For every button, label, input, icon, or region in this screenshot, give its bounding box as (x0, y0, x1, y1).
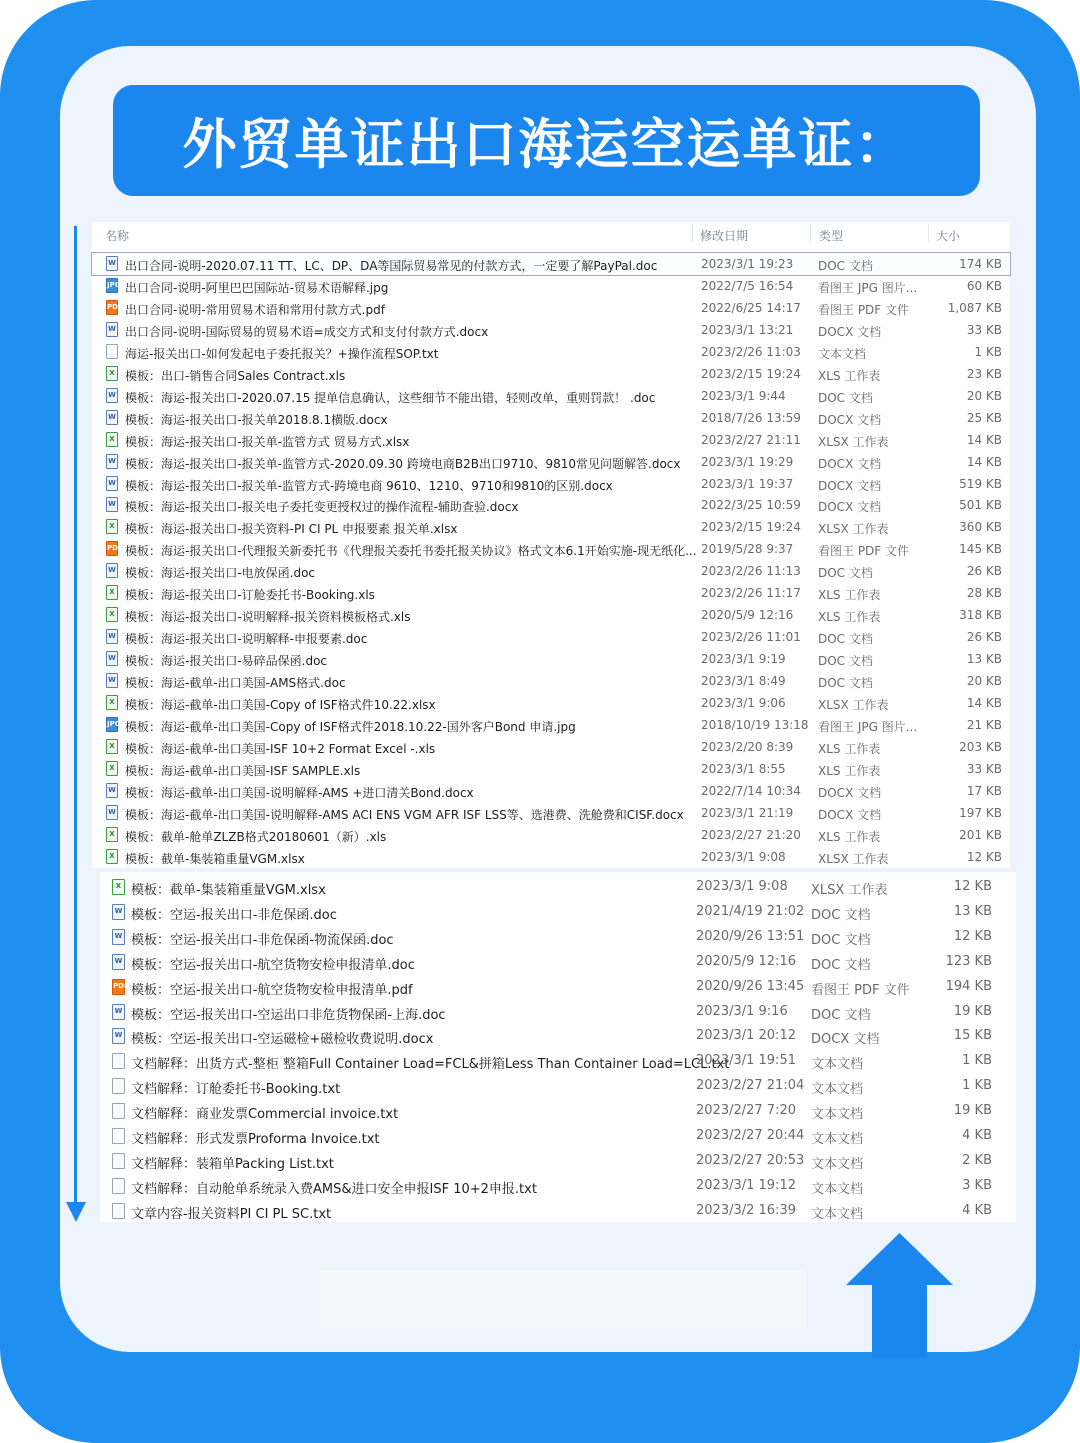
file-name: 出口合同-说明-常用贸易术语和常用付款方式.pdf (125, 302, 385, 317)
file-type: DOC 文档 (811, 932, 871, 948)
up-arrow-icon (846, 1233, 953, 1358)
file-size: 19 KB (953, 1003, 992, 1019)
file-name: 出口合同-说明-国际贸易的贸易术语=成交方式和支付付款方式.docx (125, 324, 489, 339)
page-title: 外贸单证出口海运空运单证： (182, 113, 911, 176)
file-name: 文档解释：出货方式-整柜 整箱Full Container Load=FCL&拼箱Less Than Container Load=LCL.txt (131, 1057, 730, 1073)
file-row[interactable] (92, 846, 1010, 868)
file-size: 15 KB (953, 1028, 992, 1044)
file-type: DOC 文档 (818, 654, 873, 669)
file-date: 2023/3/1 19:23 (701, 257, 794, 271)
xls-file-icon: X (106, 607, 118, 622)
file-date: 2023/2/26 11:17 (701, 586, 801, 601)
file-type: DOCX 文档 (818, 478, 882, 493)
column-header (92, 222, 1010, 244)
file-row[interactable] (92, 626, 1010, 648)
file-size: 1 KB (962, 1053, 992, 1069)
file-name: 模板：空运-报关出口-空运磁检+磁检收费说明.docx (131, 1032, 434, 1048)
file-row[interactable] (92, 429, 1010, 451)
file-date: 2022/7/5 16:54 (701, 278, 794, 293)
file-type: DOC 文档 (811, 957, 871, 973)
doc-file-icon: W (106, 805, 118, 820)
file-name: 模板：海运-报关出口-报关电子委托变更授权过的操作流程-辅助查验.docx (125, 500, 519, 515)
file-size: 33 KB (966, 322, 1002, 337)
file-row[interactable] (92, 473, 1010, 495)
file-size: 1,087 KB (947, 300, 1002, 315)
file-size: 123 KB (945, 953, 992, 969)
file-date: 2023/3/1 9:06 (701, 696, 786, 710)
file-type: DOCX 文档 (818, 324, 882, 339)
file-row[interactable] (92, 758, 1010, 780)
file-type: XLS 工作表 (818, 588, 881, 603)
file-date: 2023/2/26 11:13 (701, 564, 801, 579)
file-type: XLS 工作表 (818, 763, 881, 778)
file-row[interactable] (100, 925, 1016, 950)
file-name: 模板：海运-截单-出口美国-ISF SAMPLE.xls (125, 763, 361, 778)
file-size: 20 KB (966, 388, 1002, 403)
pdf-file-icon: PDF (106, 300, 118, 315)
file-type: XLSX 工作表 (818, 434, 889, 449)
file-date: 2023/2/27 20:53 (696, 1152, 805, 1168)
jpg-file-icon: JPG (106, 717, 118, 732)
file-name: 模板：海运-报关出口-报关资料-PI CI PL 申报要素 报关单.xlsx (125, 522, 458, 537)
column-type[interactable]: 类型 (819, 229, 844, 243)
file-name: 文档解释：装箱单Packing List.txt (131, 1156, 334, 1172)
scroll-arrow-line (74, 226, 77, 1211)
xls-file-icon: X (106, 827, 118, 842)
file-type: DOC 文档 (818, 676, 873, 691)
xls-file-icon: X (106, 739, 118, 754)
file-row[interactable] (92, 736, 1010, 758)
file-date: 2023/2/27 21:04 (696, 1078, 805, 1094)
file-row[interactable] (92, 582, 1010, 604)
file-name: 海运-报关出口-如何发起电子委托报关？+操作流程SOP.txt (125, 346, 439, 361)
file-size: 28 KB (966, 586, 1002, 601)
down-arrow-icon (66, 1202, 86, 1222)
file-row[interactable] (92, 253, 1010, 275)
file-size: 203 KB (959, 739, 1002, 754)
file-name: 模板：海运-报关出口-电放保函.doc (125, 566, 316, 581)
file-name: 模板：空运-报关出口-非危保函-物流保函.doc (131, 932, 394, 948)
file-size: 360 KB (959, 520, 1002, 535)
file-type: DOC 文档 (811, 1007, 871, 1023)
file-date: 2023/3/1 13:21 (701, 322, 794, 337)
file-size: 26 KB (966, 564, 1002, 579)
doc-file-icon: W (106, 497, 118, 512)
file-date: 2023/3/1 19:37 (701, 476, 794, 491)
file-row[interactable] (92, 538, 1010, 560)
txt-file-icon (112, 1178, 125, 1194)
column-size[interactable]: 大小 (936, 229, 961, 243)
file-row[interactable] (92, 319, 1010, 341)
file-name: 模板：出口-销售合同Sales Contract.xls (125, 368, 346, 383)
xls-file-icon: X (106, 849, 118, 864)
file-type: 文本文档 (811, 1181, 864, 1197)
file-row[interactable] (92, 802, 1010, 824)
file-type: DOC 文档 (818, 259, 873, 273)
file-type: XLSX 工作表 (811, 883, 888, 898)
file-name: 模板：空运-报关出口-航空货物安检申报清单.doc (131, 957, 415, 973)
file-name: 模板：海运-报关出口-报关单-监管方式-2020.09.30 跨境电商B2B出口9710、9810常见问题解答.docx (125, 456, 681, 471)
file-size: 23 KB (966, 366, 1002, 381)
file-row[interactable] (92, 297, 1010, 319)
doc-file-icon: W (106, 410, 118, 425)
file-type: DOC 文档 (818, 632, 873, 647)
file-size: 13 KB (966, 652, 1002, 667)
file-date: 2022/7/14 10:34 (701, 783, 801, 798)
file-row[interactable] (100, 1149, 1016, 1174)
file-date: 2019/5/28 9:37 (701, 542, 794, 557)
column-divider[interactable] (928, 224, 929, 242)
file-size: 145 KB (959, 542, 1002, 557)
file-size: 519 KB (959, 476, 1002, 491)
file-date: 2023/2/20 8:39 (701, 739, 794, 754)
file-name: 模板：海运-截单-出口美国-AMS格式.doc (125, 676, 346, 691)
file-row[interactable] (100, 1049, 1016, 1074)
file-name: 模板：海运-报关出口-代理报关新委托书《代理报关委托书委托报关协议》格式文本6.1开始实施-现无纸化... (125, 544, 697, 559)
file-type: 文本文档 (811, 1156, 864, 1172)
file-date: 2023/3/1 9:16 (696, 1003, 788, 1019)
doc-file-icon: W (112, 904, 125, 920)
file-name: 文档解释：商业发票Commercial invoice.txt (131, 1107, 399, 1123)
file-name: 模板：海运-报关出口-说明解释-报关资料模板格式.xls (125, 610, 411, 625)
file-size: 4 KB (962, 1128, 992, 1143)
file-date: 2023/3/2 16:39 (696, 1202, 796, 1218)
column-date[interactable]: 修改日期 (700, 229, 749, 243)
file-row[interactable] (92, 824, 1010, 846)
file-row[interactable] (100, 950, 1016, 975)
file-date: 2023/2/27 7:20 (696, 1103, 796, 1119)
doc-file-icon: W (112, 929, 125, 945)
file-list-1 (92, 222, 1010, 868)
file-name: 文章内容-报关资料PI CI PL SC.txt (131, 1206, 332, 1222)
txt-file-icon (112, 1103, 125, 1119)
pdf-file-icon: PDF (106, 541, 118, 556)
file-size: 3 KB (962, 1177, 992, 1193)
file-row[interactable] (92, 363, 1010, 385)
file-row[interactable] (92, 714, 1010, 736)
file-date: 2023/3/1 19:29 (701, 454, 794, 469)
file-type: 文本文档 (811, 1107, 864, 1123)
doc-file-icon: W (112, 1028, 125, 1044)
doc-file-icon: W (106, 563, 118, 578)
file-type: XLSX 工作表 (818, 851, 889, 866)
file-size: 14 KB (966, 454, 1002, 469)
file-name: 模板：海运-截单-出口美国-Copy of ISF格式件2018.10.22-国外客户Bond 申请.jpg (125, 719, 576, 734)
file-size: 174 KB (959, 257, 1002, 271)
file-type: 看图王 JPG 图片... (818, 719, 918, 734)
file-name: 模板：海运-报关出口-说明解释-申报要素.doc (125, 632, 368, 647)
file-date: 2022/6/25 14:17 (701, 300, 801, 315)
file-date: 2021/4/19 21:02 (696, 903, 805, 919)
file-date: 2023/3/1 20:12 (696, 1028, 796, 1044)
txt-file-icon (112, 1203, 125, 1219)
file-row[interactable] (100, 1099, 1016, 1124)
file-row[interactable] (92, 670, 1010, 692)
jpg-file-icon: JPG (106, 278, 118, 293)
column-divider[interactable] (810, 224, 811, 242)
file-size: 12 KB (953, 879, 992, 894)
file-name: 文档解释：形式发票Proforma Invoice.txt (131, 1132, 380, 1147)
file-type: 看图王 PDF 文件 (811, 982, 910, 998)
file-date: 2023/3/1 8:49 (701, 674, 786, 689)
file-name: 模板：海运-报关出口-报关单-监管方式 贸易方式.xlsx (125, 434, 410, 449)
file-type: XLSX 工作表 (818, 522, 889, 537)
doc-file-icon: W (106, 322, 118, 337)
file-name: 模板：海运-截单-出口美国-ISF 10+2 Format Excel -.xls (125, 741, 436, 756)
file-date: 2023/3/1 9:08 (701, 849, 786, 864)
file-size: 14 KB (966, 696, 1002, 710)
file-row[interactable] (92, 780, 1010, 802)
file-type: DOC 文档 (818, 390, 873, 405)
xls-file-icon: X (106, 519, 118, 534)
file-date: 2023/2/27 21:20 (701, 827, 801, 842)
file-type: XLS 工作表 (818, 610, 881, 625)
file-date: 2023/3/1 9:44 (701, 388, 786, 403)
file-row[interactable] (92, 516, 1010, 538)
file-date: 2018/7/26 13:59 (701, 410, 801, 425)
column-name[interactable]: 名称 (105, 229, 130, 243)
txt-file-icon (112, 1128, 125, 1144)
file-row[interactable] (100, 1024, 1016, 1049)
doc-file-icon: W (106, 388, 118, 403)
file-type: 文本文档 (811, 1132, 864, 1147)
file-date: 2020/5/9 12:16 (701, 608, 794, 623)
bottom-panel (320, 1270, 806, 1328)
file-type: XLS 工作表 (818, 829, 881, 844)
file-type: XLS 工作表 (818, 741, 881, 756)
file-type: DOCX 文档 (811, 1032, 880, 1048)
file-type: 看图王 PDF 文件 (818, 544, 910, 559)
file-size: 1 KB (962, 1078, 992, 1094)
file-type: 看图王 JPG 图片... (818, 280, 918, 295)
file-name: 模板：海运-截单-出口美国-说明解释-AMS ACI ENS VGM AFR ISF LSS等、选港费、洗舱费和CISF.docx (125, 807, 684, 822)
pdf-file-icon: PDF (112, 979, 125, 995)
file-type: 看图王 PDF 文件 (818, 302, 910, 317)
file-size: 13 KB (953, 903, 992, 919)
file-size: 26 KB (966, 630, 1002, 645)
txt-file-icon (112, 1053, 125, 1069)
file-row[interactable] (100, 1000, 1016, 1025)
file-row[interactable] (92, 407, 1010, 429)
file-row[interactable] (100, 1124, 1016, 1149)
file-row[interactable] (100, 1174, 1016, 1199)
file-type: DOCX 文档 (818, 412, 882, 427)
column-divider[interactable] (692, 224, 693, 242)
doc-file-icon: W (106, 651, 118, 666)
file-date: 2023/2/27 20:44 (696, 1128, 805, 1143)
file-date: 2023/3/1 19:51 (696, 1053, 796, 1069)
file-row[interactable] (92, 385, 1010, 407)
file-date: 2023/2/15 19:24 (701, 520, 801, 535)
file-size: 25 KB (966, 410, 1002, 425)
file-date: 2020/9/26 13:45 (696, 978, 805, 994)
file-name: 模板：空运-报关出口-空运出口非危货物保函-上海.doc (131, 1007, 446, 1023)
doc-file-icon: W (106, 783, 118, 798)
file-type: DOC 文档 (811, 907, 871, 923)
file-date: 2023/3/1 8:55 (701, 761, 786, 776)
doc-file-icon: W (106, 673, 118, 688)
title-banner (113, 85, 980, 196)
file-name: 出口合同-说明-2020.07.11 TT、LC、DP、DA等国际贸易常见的付款方式，一定要了解PayPal.doc (125, 259, 658, 273)
file-date: 2018/10/19 13:18 (701, 717, 809, 732)
file-type: 文本文档 (811, 1082, 864, 1098)
file-size: 197 KB (959, 805, 1002, 820)
txt-file-icon (112, 1078, 125, 1094)
file-name: 模板：海运-报关出口-报关单2018.8.1横版.docx (125, 412, 388, 427)
file-type: 文本文档 (811, 1206, 864, 1222)
doc-file-icon: W (106, 454, 118, 469)
file-size: 12 KB (953, 928, 992, 944)
file-name: 模板：海运-报关出口-易碎品保函.doc (125, 654, 328, 669)
file-size: 20 KB (966, 674, 1002, 689)
xls-file-icon: X (106, 432, 118, 447)
file-name: 模板：海运-截单-出口美国-说明解释-AMS +进口清关Bond.docx (125, 785, 474, 800)
file-name: 模板：截单-舱单ZLZB格式20180601（新）.xls (125, 829, 387, 844)
file-date: 2023/3/1 9:19 (701, 652, 786, 667)
file-type: XLSX 工作表 (818, 698, 889, 712)
file-size: 33 KB (966, 761, 1002, 776)
doc-file-icon: W (112, 954, 125, 970)
file-row[interactable] (100, 1199, 1016, 1224)
file-date: 2020/9/26 13:51 (696, 928, 805, 944)
file-row[interactable] (92, 275, 1010, 297)
file-name: 模板：海运-报关出口-报关单-监管方式-跨境电商 9610、1210、9710和9810的区别.docx (125, 478, 613, 493)
file-name: 文档解释：订舱委托书-Booking.txt (131, 1082, 341, 1098)
file-name: 出口合同-说明-阿里巴巴国际站-贸易术语解释.jpg (125, 280, 389, 295)
file-date: 2023/3/1 9:08 (696, 879, 788, 894)
file-row[interactable] (100, 875, 1016, 900)
file-name: 文档解释：自动舱单系统录入费AMS&进口安全申报ISF 10+2申报.txt (131, 1181, 537, 1197)
txt-file-icon (112, 1153, 125, 1169)
xls-file-icon: X (106, 366, 118, 381)
file-size: 4 KB (962, 1202, 992, 1218)
file-type: DOCX 文档 (818, 785, 882, 800)
file-date: 2020/5/9 12:16 (696, 953, 796, 969)
file-name: 模板：海运-截单-出口美国-Copy of ISF格式件10.22.xlsx (125, 698, 436, 712)
file-size: 1 KB (974, 344, 1002, 359)
file-size: 12 KB (966, 849, 1002, 864)
file-date: 2023/2/27 21:11 (701, 432, 801, 447)
file-list-2 (100, 872, 1016, 1222)
file-row[interactable] (92, 451, 1010, 473)
file-size: 21 KB (966, 717, 1002, 732)
file-name: 模板：截单-集装箱重量VGM.xlsx (125, 851, 305, 866)
file-size: 60 KB (966, 278, 1002, 293)
txt-file-icon (106, 344, 118, 359)
file-date: 2023/2/15 19:24 (701, 366, 801, 381)
xls-file-icon: X (106, 585, 118, 600)
file-type: DOC 文档 (818, 566, 873, 581)
file-type: 文本文档 (811, 1057, 864, 1073)
file-type: DOCX 文档 (818, 807, 882, 822)
file-row[interactable] (92, 692, 1010, 714)
doc-file-icon: W (106, 476, 118, 491)
file-type: DOCX 文档 (818, 500, 882, 515)
doc-file-icon: W (112, 1004, 125, 1020)
file-date: 2023/3/1 21:19 (701, 805, 794, 820)
file-date: 2023/3/1 19:12 (696, 1177, 796, 1193)
file-size: 14 KB (966, 432, 1002, 447)
file-name: 模板：截单-集装箱重量VGM.xlsx (131, 883, 326, 898)
file-row[interactable] (100, 1074, 1016, 1099)
file-name: 模板：空运-报关出口-非危保函.doc (131, 907, 337, 923)
xls-file-icon: X (106, 761, 118, 776)
file-name: 模板：海运-报关出口-2020.07.15 提单信息确认，这些细节不能出错，轻则改单，重则罚款！ .doc (125, 390, 656, 405)
file-size: 2 KB (962, 1152, 992, 1168)
file-name: 模板：空运-报关出口-航空货物安检申报清单.pdf (131, 982, 413, 998)
file-date: 2023/2/26 11:03 (701, 344, 801, 359)
file-size: 201 KB (959, 827, 1002, 842)
file-row[interactable] (92, 494, 1010, 516)
file-size: 501 KB (959, 498, 1002, 513)
file-row[interactable] (100, 900, 1016, 925)
file-type: 文本文档 (818, 346, 867, 361)
file-size: 19 KB (953, 1103, 992, 1119)
file-type: XLS 工作表 (818, 368, 881, 383)
file-type: DOCX 文档 (818, 456, 882, 471)
file-size: 17 KB (966, 783, 1002, 798)
xls-file-icon: X (112, 879, 125, 895)
file-row[interactable] (92, 341, 1010, 363)
file-date: 2022/3/25 10:59 (701, 498, 801, 513)
file-row[interactable] (92, 560, 1010, 582)
file-row[interactable] (100, 975, 1016, 1000)
file-row[interactable] (92, 648, 1010, 670)
file-size: 194 KB (945, 978, 992, 994)
xls-file-icon: X (106, 695, 118, 710)
file-name: 模板：海运-报关出口-订舱委托书-Booking.xls (125, 588, 375, 603)
doc-file-icon: W (106, 629, 118, 644)
file-row[interactable] (92, 604, 1010, 626)
file-size: 318 KB (959, 608, 1002, 623)
file-date: 2023/2/26 11:01 (701, 630, 801, 645)
doc-file-icon: W (106, 256, 118, 271)
